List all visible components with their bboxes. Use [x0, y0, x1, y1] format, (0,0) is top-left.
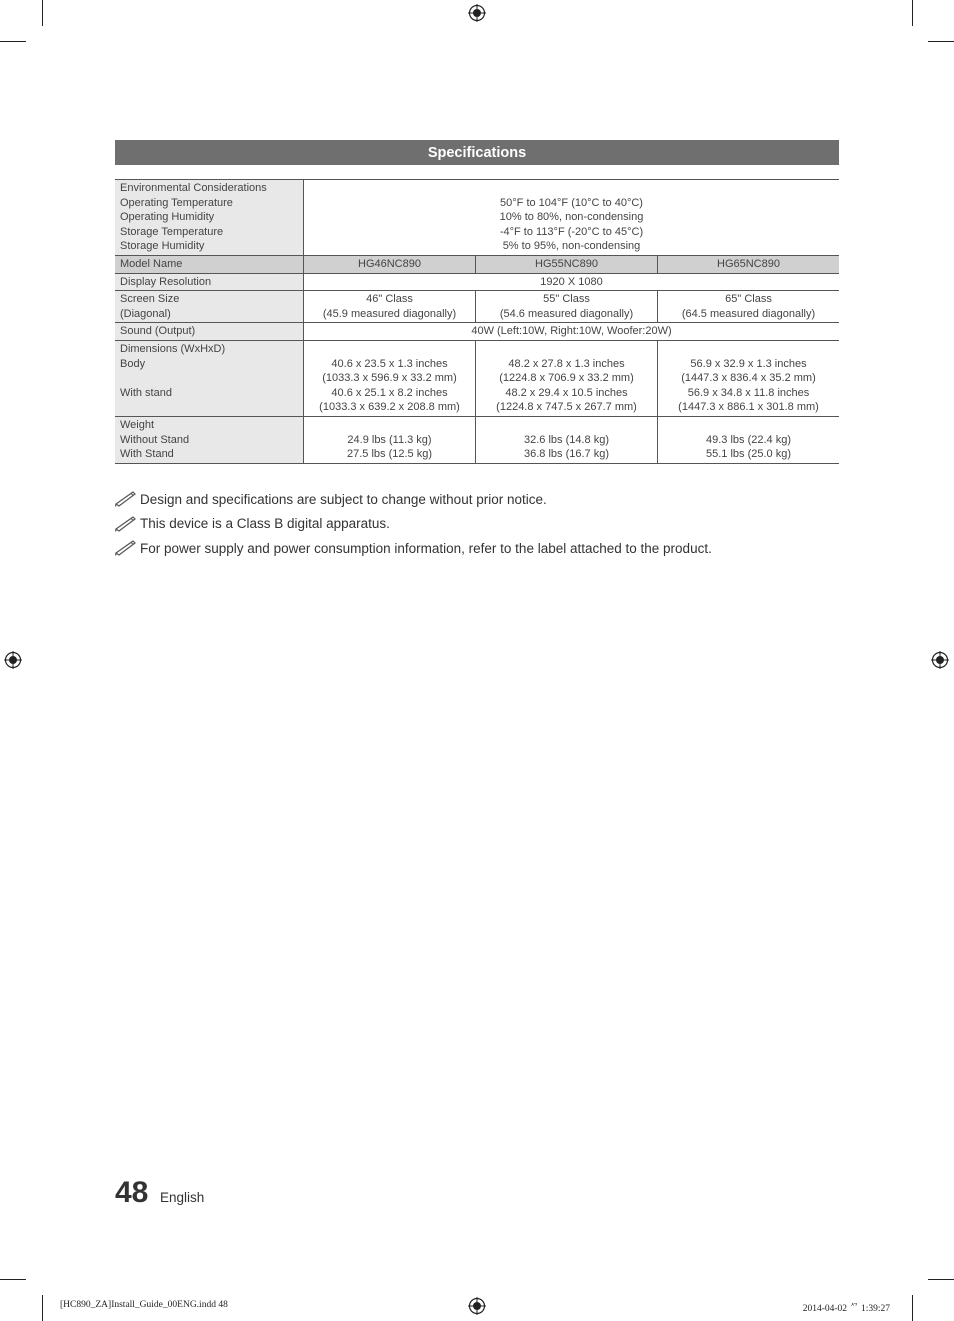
- value-line: -4°F to 113°F (-20°C to 45°C): [499, 225, 644, 238]
- model-cell: HG46NC890: [304, 255, 476, 273]
- value-line: 48.2 x 27.8 x 1.3 inches: [508, 357, 625, 370]
- row-label-weight: [115, 416, 304, 463]
- label-line: Storage Humidity: [120, 240, 205, 253]
- value-line: (1447.3 x 836.4 x 35.2 mm): [681, 372, 816, 385]
- label-line: Environmental Considerations: [120, 182, 267, 194]
- label-line: With stand: [120, 386, 172, 399]
- note-item: [115, 536, 712, 561]
- label-line: Dimensions (WxHxD): [120, 342, 226, 355]
- value-line: 65" Class: [725, 293, 772, 306]
- print-footer-filename: [HC890_ZA]Install_Guide_00ENG.indd 48: [60, 1300, 228, 1310]
- label-line: (Diagonal): [120, 307, 171, 320]
- section-title: Specifications: [115, 140, 839, 165]
- pencil-note-icon: [115, 540, 137, 556]
- dimensions-cell: [304, 340, 476, 416]
- value-line: (54.6 measured diagonally): [499, 307, 634, 320]
- note-item: [115, 487, 712, 512]
- value-line: 46" Class: [366, 293, 413, 306]
- registration-mark-icon: [468, 1297, 486, 1315]
- value-line: 10% to 80%, non-condensing: [499, 211, 644, 224]
- value-line: 36.8 lbs (16.7 kg): [524, 448, 609, 461]
- model-cell: HG65NC890: [658, 255, 840, 273]
- pencil-note-icon: [115, 516, 137, 532]
- value-line: (1224.8 x 706.9 x 33.2 mm): [499, 372, 634, 385]
- row-label-screen-size: [115, 291, 304, 323]
- label-line: Operating Temperature: [120, 196, 233, 209]
- value-line: 56.9 x 34.8 x 11.8 inches: [687, 386, 810, 399]
- value-line: 40.6 x 23.5 x 1.3 inches: [331, 357, 448, 370]
- value-line: 55.1 lbs (25.0 kg): [706, 448, 791, 461]
- environment-values: [304, 180, 840, 256]
- notes-list: [115, 487, 712, 561]
- label-line: Without Stand: [120, 433, 190, 446]
- label-line: Body: [120, 357, 146, 370]
- value-line: 56.9 x 32.9 x 1.3 inches: [690, 357, 807, 370]
- row-label-environment: [115, 180, 304, 256]
- specifications-table: [115, 179, 839, 464]
- label-line: With Stand: [120, 448, 174, 461]
- label-line: Operating Humidity: [120, 211, 215, 224]
- value-line: 55" Class: [543, 293, 590, 306]
- value-line: 5% to 95%, non-condensing: [502, 240, 641, 253]
- note-text: For power supply and power consumption information, refer to the label attached to the product.: [140, 540, 712, 556]
- value-line: 49.3 lbs (22.4 kg): [706, 433, 791, 446]
- table-row-screen-size: [115, 291, 839, 323]
- print-footer-timestamp: 2014-04-02 ᄭ 1:39:27: [802, 1304, 890, 1314]
- value-line: (1447.3 x 886.1 x 301.8 mm): [678, 401, 819, 414]
- model-cell: HG55NC890: [476, 255, 658, 273]
- table-row-model-name: [115, 255, 839, 273]
- weight-cell: [476, 416, 658, 463]
- sound-value: 40W (Left:10W, Right:10W, Woofer:20W): [304, 323, 840, 341]
- label-line: Weight: [120, 418, 155, 431]
- crop-mark: [912, 0, 913, 26]
- value-line: 27.5 lbs (12.5 kg): [347, 448, 432, 461]
- value-line: 40.6 x 25.1 x 8.2 inches: [331, 386, 448, 399]
- table-row-sound-output: [115, 323, 839, 341]
- screen-size-cell: [304, 291, 476, 323]
- screen-size-cell: [476, 291, 658, 323]
- table-row-environment: [115, 180, 839, 256]
- registration-mark-icon: [4, 651, 22, 669]
- value-line: 48.2 x 29.4 x 10.5 inches: [505, 386, 628, 399]
- value-line: 24.9 lbs (11.3 kg): [347, 433, 432, 446]
- pencil-note-icon: [115, 491, 137, 507]
- screen-size-cell: [658, 291, 840, 323]
- label-line: Storage Temperature: [120, 225, 224, 238]
- value-line: (45.9 measured diagonally): [322, 307, 457, 320]
- value-line: 32.6 lbs (14.8 kg): [524, 433, 609, 446]
- crop-mark: [912, 1295, 913, 1321]
- registration-mark-icon: [931, 651, 949, 669]
- table-row-weight: [115, 416, 839, 463]
- weight-cell: [304, 416, 476, 463]
- note-text: This device is a Class B digital apparatus.: [140, 516, 390, 532]
- note-item: [115, 512, 712, 537]
- row-label-sound-output: Sound (Output): [115, 323, 304, 341]
- crop-mark: [0, 1279, 26, 1280]
- dimensions-cell: [658, 340, 840, 416]
- crop-mark: [0, 41, 26, 42]
- value-line: (1224.8 x 747.5 x 267.7 mm): [496, 401, 637, 414]
- dimensions-cell: [476, 340, 658, 416]
- weight-cell: [658, 416, 840, 463]
- crop-mark: [928, 1279, 954, 1280]
- registration-mark-icon: [468, 4, 486, 22]
- row-label-model-name: Model Name: [115, 255, 304, 273]
- resolution-value: 1920 X 1080: [304, 273, 840, 291]
- crop-mark: [42, 0, 43, 26]
- value-line: (1033.3 x 639.2 x 208.8 mm): [319, 401, 460, 414]
- value-line: (64.5 measured diagonally): [681, 307, 816, 320]
- row-label-display-resolution: Display Resolution: [115, 273, 304, 291]
- note-text: Design and specifications are subject to change without prior notice.: [140, 491, 547, 507]
- value-line: 50°F to 104°F (10°C to 40°C): [500, 196, 643, 209]
- crop-mark: [42, 1295, 43, 1321]
- value-line: (1033.3 x 596.9 x 33.2 mm): [322, 372, 457, 385]
- table-row-display-resolution: [115, 273, 839, 291]
- page-number: 48: [115, 1176, 149, 1209]
- table-row-dimensions: [115, 340, 839, 416]
- page-language: English: [160, 1190, 205, 1205]
- crop-mark: [928, 41, 954, 42]
- label-line: Screen Size: [120, 293, 180, 306]
- row-label-dimensions: [115, 340, 304, 416]
